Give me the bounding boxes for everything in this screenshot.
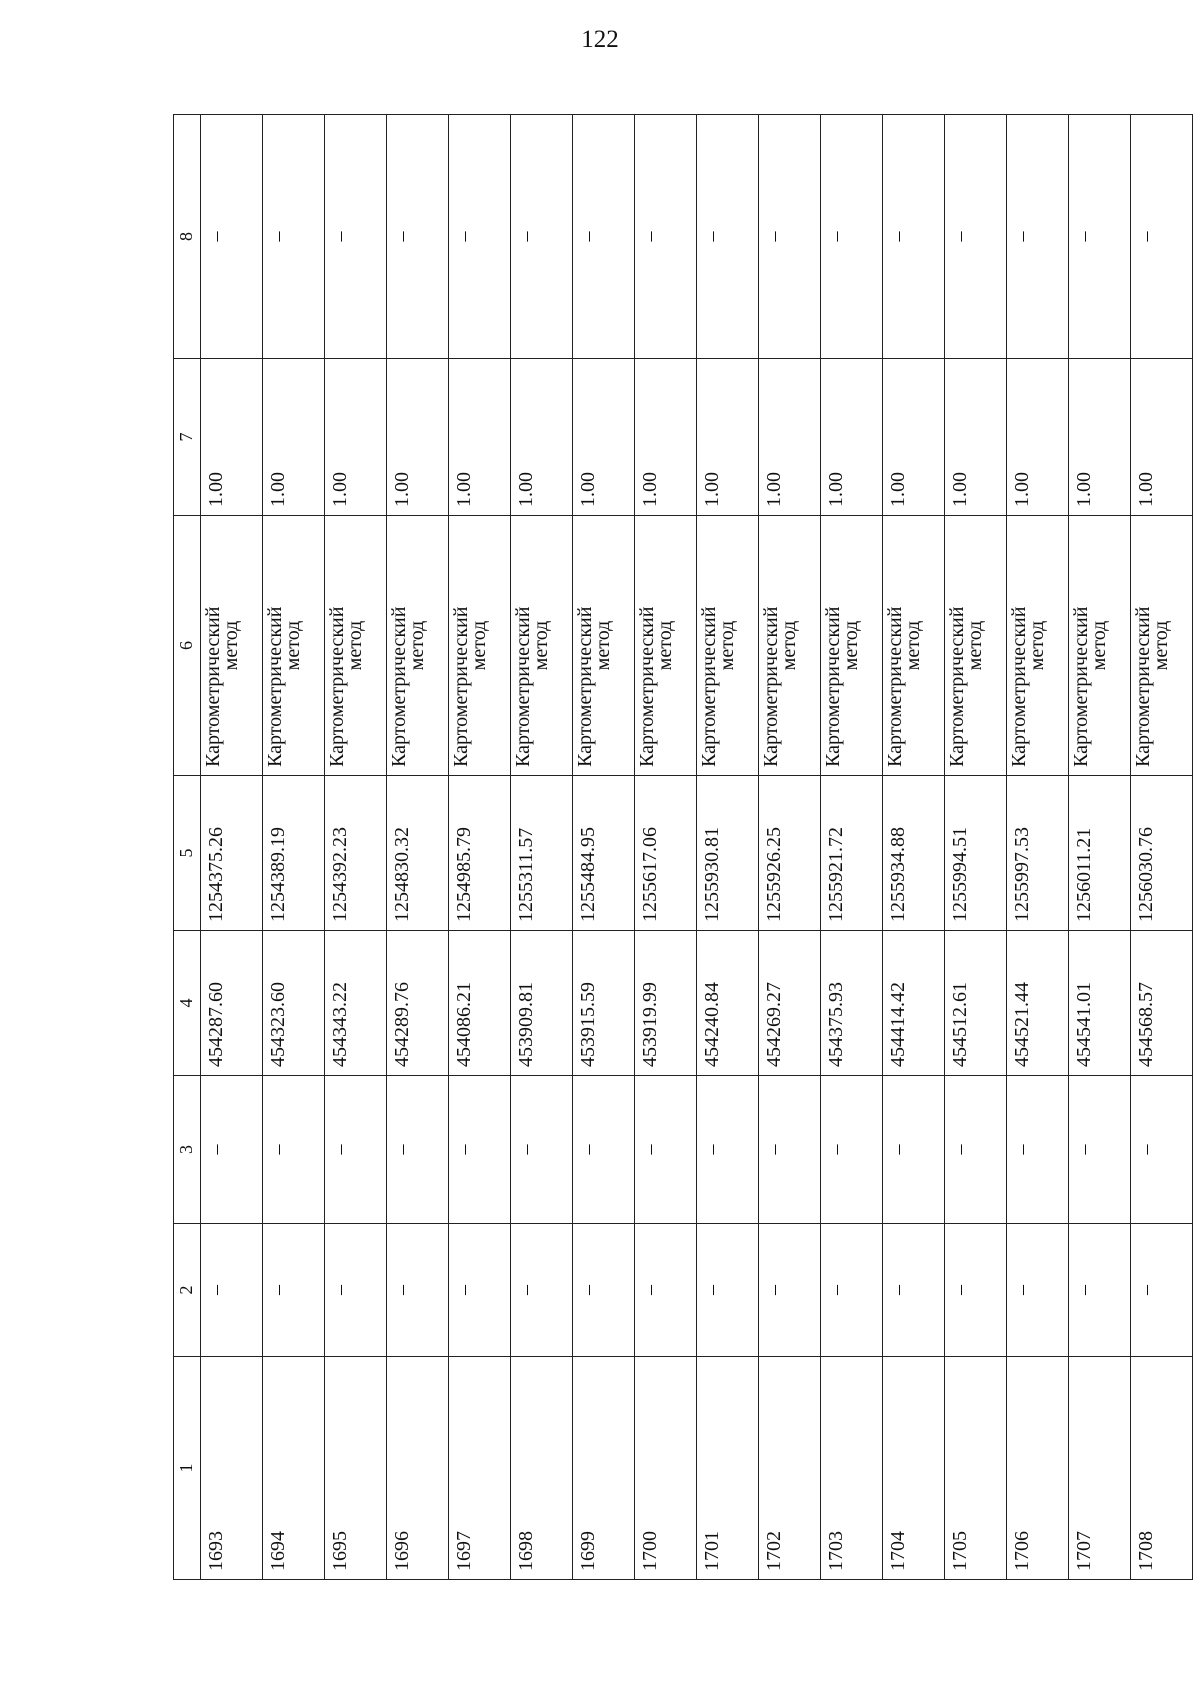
x-coordinate-cell: 454521.44 [1007,931,1069,1076]
x-coordinate-cell: 454086.21 [449,931,511,1076]
method-cell [759,516,821,776]
accuracy-cell: 1.00 [759,359,821,516]
method-text-line-1: Картометрический [946,606,968,767]
accuracy-cell: 1.00 [201,359,263,516]
header-col-6: 6 [174,516,201,776]
accuracy-cell: 1.00 [263,359,325,516]
col-8-cell: – [201,115,263,359]
table-row [759,115,821,1580]
method-text-line-1: Картометрический [264,606,286,767]
col-3-cell: – [573,1076,635,1224]
point-number-cell: 1699 [573,1357,635,1580]
col-8-cell: – [697,115,759,359]
col-2-cell: – [821,1224,883,1357]
col-3-cell: – [1007,1076,1069,1224]
table-row [511,115,573,1580]
table-row [945,115,1007,1580]
method-text-line-2: метод [1088,620,1110,671]
col-3-cell: – [945,1076,1007,1224]
point-number-cell: 1696 [387,1357,449,1580]
table-row [697,115,759,1580]
table-row [449,115,511,1580]
method-cell [821,516,883,776]
y-coordinate-cell: 1254389.19 [263,776,325,931]
method-text-line-1: Картометрический [760,606,782,767]
col-3-cell: – [263,1076,325,1224]
table-row [635,115,697,1580]
table-row [1069,115,1131,1580]
header-col-3: 3 [174,1076,201,1224]
x-coordinate-cell: 454568.57 [1131,931,1193,1076]
col-2-cell: – [263,1224,325,1357]
col-8-cell: – [883,115,945,359]
method-text-line-2: метод [468,620,490,671]
method-text-line-2: метод [220,620,242,671]
method-text-line-2: метод [1150,620,1172,671]
method-text-line-2: метод [1026,620,1048,671]
col-2-cell: – [387,1224,449,1357]
col-2-cell: – [1007,1224,1069,1357]
col-3-cell: – [1131,1076,1193,1224]
col-8-cell: – [263,115,325,359]
table-row [1007,115,1069,1580]
table-header-row [174,115,201,1580]
point-number-cell: 1701 [697,1357,759,1580]
method-text-line-2: метод [344,620,366,671]
method-text-line-2: метод [406,620,428,671]
y-coordinate-cell: 1254830.32 [387,776,449,931]
point-number-cell: 1695 [325,1357,387,1580]
y-coordinate-cell: 1255921.72 [821,776,883,931]
x-coordinate-cell: 454287.60 [201,931,263,1076]
method-text-line-1: Картометрический [636,606,658,767]
col-3-cell: – [759,1076,821,1224]
col-2-cell: – [1069,1224,1131,1357]
col-2-cell: – [759,1224,821,1357]
col-2-cell: – [635,1224,697,1357]
accuracy-cell: 1.00 [821,359,883,516]
method-text-line-2: метод [778,620,800,671]
method-text-line-1: Картометрический [326,606,348,767]
col-2-cell: – [201,1224,263,1357]
col-2-cell: – [945,1224,1007,1357]
table-body [201,115,1193,1580]
x-coordinate-cell: 454343.22 [325,931,387,1076]
col-8-cell: – [635,115,697,359]
col-8-cell: – [759,115,821,359]
y-coordinate-cell: 1255930.81 [697,776,759,931]
col-8-cell: – [945,115,1007,359]
method-text-line-1: Картометрический [1132,606,1154,767]
header-col-8: 8 [174,115,201,359]
x-coordinate-cell: 453909.81 [511,931,573,1076]
method-text-line-2: метод [530,620,552,671]
accuracy-cell: 1.00 [573,359,635,516]
col-8-cell: – [325,115,387,359]
point-number-cell: 1706 [1007,1357,1069,1580]
point-number-cell: 1694 [263,1357,325,1580]
point-number-cell: 1708 [1131,1357,1193,1580]
accuracy-cell: 1.00 [449,359,511,516]
col-8-cell: – [1007,115,1069,359]
point-number-cell: 1703 [821,1357,883,1580]
method-cell [511,516,573,776]
accuracy-cell: 1.00 [1131,359,1193,516]
point-number-cell: 1704 [883,1357,945,1580]
page-number: 122 [581,26,619,53]
x-coordinate-cell: 454323.60 [263,931,325,1076]
method-text-line-1: Картометрический [388,606,410,767]
accuracy-cell: 1.00 [387,359,449,516]
point-number-cell: 1702 [759,1357,821,1580]
x-coordinate-cell: 454512.61 [945,931,1007,1076]
table-row [201,115,263,1580]
method-text-line-2: метод [840,620,862,671]
point-number-cell: 1697 [449,1357,511,1580]
y-coordinate-cell: 1256030.76 [1131,776,1193,931]
table-container [173,115,1188,1580]
header-col-4: 4 [174,931,201,1076]
method-cell [1069,516,1131,776]
col-3-cell: – [1069,1076,1131,1224]
col-8-cell: – [821,115,883,359]
header-col-5: 5 [174,776,201,931]
accuracy-cell: 1.00 [325,359,387,516]
point-number-cell: 1698 [511,1357,573,1580]
accuracy-cell: 1.00 [697,359,759,516]
method-cell [883,516,945,776]
method-text-line-1: Картометрический [574,606,596,767]
method-cell [387,516,449,776]
col-8-cell: – [387,115,449,359]
point-number-cell: 1705 [945,1357,1007,1580]
method-text-line-1: Картометрический [822,606,844,767]
method-cell [201,516,263,776]
accuracy-cell: 1.00 [1069,359,1131,516]
col-2-cell: – [1131,1224,1193,1357]
method-text-line-1: Картометрический [1008,606,1030,767]
method-cell [945,516,1007,776]
method-text-line-1: Картометрический [450,606,472,767]
col-2-cell: – [573,1224,635,1357]
table-row [573,115,635,1580]
method-text-line-1: Картометрический [884,606,906,767]
col-3-cell: – [883,1076,945,1224]
accuracy-cell: 1.00 [945,359,1007,516]
method-cell [573,516,635,776]
method-text-line-1: Картометрический [512,606,534,767]
col-8-cell: – [511,115,573,359]
table-row [387,115,449,1580]
x-coordinate-cell: 453919.99 [635,931,697,1076]
col-2-cell: – [449,1224,511,1357]
col-3-cell: – [511,1076,573,1224]
x-coordinate-cell: 454240.84 [697,931,759,1076]
y-coordinate-cell: 1254375.26 [201,776,263,931]
col-3-cell: – [387,1076,449,1224]
col-8-cell: – [1131,115,1193,359]
table-row [883,115,945,1580]
accuracy-cell: 1.00 [1007,359,1069,516]
method-text-line-1: Картометрический [698,606,720,767]
point-number-cell: 1700 [635,1357,697,1580]
y-coordinate-cell: 1255484.95 [573,776,635,931]
y-coordinate-cell: 1255926.25 [759,776,821,931]
method-text-line-2: метод [592,620,614,671]
col-3-cell: – [449,1076,511,1224]
y-coordinate-cell: 1256011.21 [1069,776,1131,931]
header-col-7: 7 [174,359,201,516]
col-3-cell: – [325,1076,387,1224]
rotated-table-frame [173,115,1188,1580]
method-cell [263,516,325,776]
col-3-cell: – [635,1076,697,1224]
col-8-cell: – [449,115,511,359]
col-3-cell: – [201,1076,263,1224]
point-number-cell: 1707 [1069,1357,1131,1580]
coordinates-table [173,114,1193,1580]
table-row [263,115,325,1580]
col-2-cell: – [697,1224,759,1357]
col-3-cell: – [697,1076,759,1224]
point-number-cell: 1693 [201,1357,263,1580]
table-row [1131,115,1193,1580]
method-text-line-2: метод [902,620,924,671]
y-coordinate-cell: 1255934.88 [883,776,945,931]
table-row [821,115,883,1580]
method-cell [697,516,759,776]
method-text-line-2: метод [282,620,304,671]
col-8-cell: – [1069,115,1131,359]
x-coordinate-cell: 454414.42 [883,931,945,1076]
method-text-line-1: Картометрический [202,606,224,767]
method-text-line-1: Картометрический [1070,606,1092,767]
y-coordinate-cell: 1254392.23 [325,776,387,931]
header-col-2: 2 [174,1224,201,1357]
y-coordinate-cell: 1254985.79 [449,776,511,931]
method-cell [325,516,387,776]
table-row [325,115,387,1580]
x-coordinate-cell: 453915.59 [573,931,635,1076]
method-cell [449,516,511,776]
method-cell [1131,516,1193,776]
header-col-1: 1 [174,1357,201,1580]
x-coordinate-cell: 454375.93 [821,931,883,1076]
col-2-cell: – [883,1224,945,1357]
col-8-cell: – [573,115,635,359]
accuracy-cell: 1.00 [511,359,573,516]
method-cell [1007,516,1069,776]
col-2-cell: – [511,1224,573,1357]
col-3-cell: – [821,1076,883,1224]
col-2-cell: – [325,1224,387,1357]
method-cell [635,516,697,776]
y-coordinate-cell: 1255997.53 [1007,776,1069,931]
method-text-line-2: метод [716,620,738,671]
y-coordinate-cell: 1255994.51 [945,776,1007,931]
x-coordinate-cell: 454289.76 [387,931,449,1076]
x-coordinate-cell: 454541.01 [1069,931,1131,1076]
method-text-line-2: метод [964,620,986,671]
x-coordinate-cell: 454269.27 [759,931,821,1076]
accuracy-cell: 1.00 [635,359,697,516]
y-coordinate-cell: 1255311.57 [511,776,573,931]
accuracy-cell: 1.00 [883,359,945,516]
y-coordinate-cell: 1255617.06 [635,776,697,931]
method-text-line-2: метод [654,620,676,671]
